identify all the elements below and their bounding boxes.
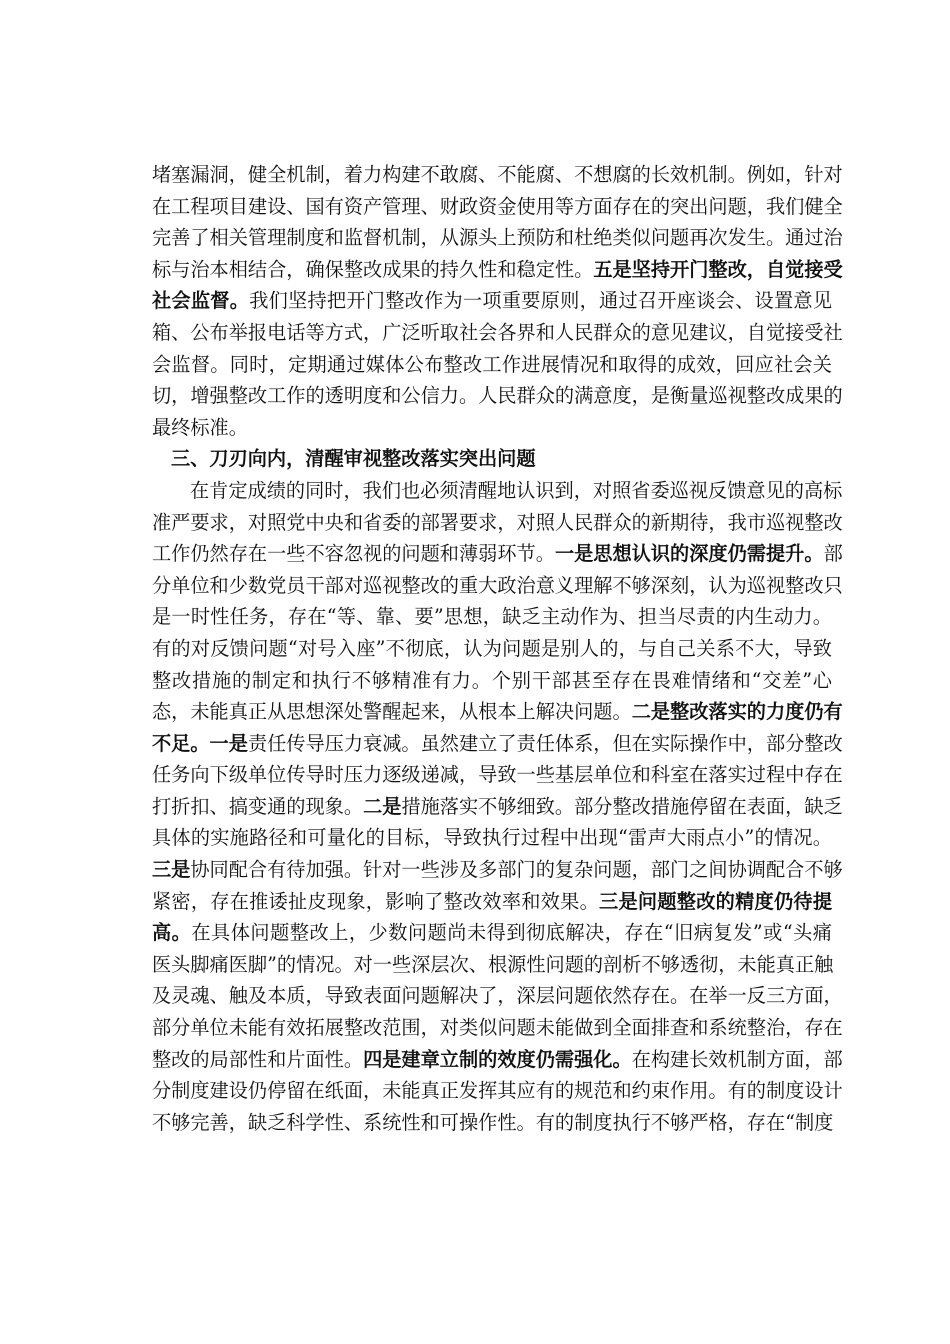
text-line bbox=[152, 349, 832, 381]
text-run: 最终标准。 bbox=[152, 415, 248, 439]
bold-run: 四是建章立制的效度仍需强化。 bbox=[363, 1047, 632, 1071]
text-run: 态，未能真正从思想深处警醒起来，从根本上解决问题。 bbox=[152, 700, 632, 724]
text-run: 切，增强整改工作的透明度和公信力。人民群众的满意度，是衡量巡视整改成果的 bbox=[152, 384, 843, 408]
text-run: 准严要求，对照党中央和省委的部署要求，对照人民群众的新期待，我市巡视整改 bbox=[152, 510, 843, 534]
text-line bbox=[152, 191, 843, 223]
text-run: 在工程项目建设、国有资产管理、财政资金使用等方面存在的突出问题，我们健全 bbox=[152, 194, 843, 218]
bold-run: 二是 bbox=[363, 794, 402, 818]
text-run: 协同配合有待加强。针对一些涉及多部门的复杂问题，部门之间协调配合不够 bbox=[190, 858, 843, 882]
text-run: 在具体问题整改上，少数问题尚未得到彻底解决，存在“旧病复发”或“头痛 bbox=[191, 921, 832, 945]
text-run: 部分单位未能有效拓展整改范围，对类似问题未能做到全面排查和系统整治，存在 bbox=[152, 1016, 843, 1040]
text-line bbox=[152, 854, 843, 886]
text-line bbox=[152, 822, 832, 854]
bold-run: 五是坚持开门整改，自觉接受 bbox=[593, 257, 843, 281]
text-run: 及灵魂、触及本质，导致表面问题解决了，深层问题依然存在。在举一反三方面， bbox=[152, 984, 843, 1008]
text-line bbox=[152, 728, 843, 760]
text-line bbox=[152, 507, 843, 539]
text-run: 部 bbox=[823, 542, 843, 566]
bold-run: 三是 bbox=[152, 858, 191, 882]
text-line bbox=[152, 886, 832, 918]
text-line bbox=[152, 1044, 843, 1076]
bold-run: 三是问题整改的精度仍待提 bbox=[599, 889, 833, 913]
text-run: 是一时性任务，存在“等、靠、要”思想，缺乏主动作为、担当尽责的内生动力。 bbox=[152, 605, 832, 629]
text-run: 堵塞漏洞，健全机制，着力构建不敢腐、不能腐、不想腐的长效机制。例如，针对 bbox=[152, 163, 843, 186]
section-heading bbox=[152, 443, 832, 475]
text-line bbox=[152, 601, 832, 633]
text-run: 分单位和少数党员干部对巡视整改的重大政治意义理解不够深刻，认为巡视整改只 bbox=[152, 573, 843, 597]
body-text bbox=[152, 159, 843, 1138]
text-run: 整改的局部性和片面性。 bbox=[152, 1047, 364, 1071]
text-line bbox=[152, 633, 832, 665]
text-line bbox=[152, 917, 832, 949]
text-run: 打折扣、搞变通的现象。 bbox=[152, 794, 364, 818]
text-line bbox=[152, 949, 832, 981]
text-run: 措施落实不够细致。部分整改措施停留在表面，缺乏 bbox=[401, 794, 843, 818]
text-run: 在构建长效机制方面，部 bbox=[631, 1047, 843, 1071]
bold-run: 一是思想认识的深度仍需提升。 bbox=[554, 542, 824, 566]
text-line bbox=[152, 222, 843, 254]
bold-run: 社会监督。 bbox=[152, 289, 250, 313]
text-run: 三、刀刃向内，清醒审视整改落实突出问题 bbox=[171, 447, 536, 471]
text-line bbox=[152, 317, 843, 349]
text-line bbox=[152, 159, 843, 191]
text-run: 分制度建设仍停留在纸面，未能真正发挥其应有的规范和约束作用。有的制度设计 bbox=[152, 1079, 843, 1103]
text-line bbox=[152, 412, 832, 444]
text-run: 医头脚痛医脚”的情况。对一些深层次、根源性问题的剖析不够透彻，未能真正触 bbox=[152, 952, 834, 976]
text-line bbox=[152, 254, 843, 286]
text-line bbox=[152, 980, 843, 1012]
text-run: 我们坚持把开门整改作为一项重要原则，通过召开座谈会、设置意见 bbox=[249, 289, 833, 313]
text-line bbox=[152, 791, 843, 823]
text-run: 箱、公布举报电话等方式，广泛听取社会各界和人民群众的意见建议，自觉接受社 bbox=[152, 320, 843, 344]
text-line bbox=[152, 475, 843, 507]
text-run: 紧密，存在推诿扯皮现象，影响了整改效率和效果。 bbox=[152, 889, 600, 913]
bold-run: 不足。一是 bbox=[152, 731, 248, 755]
text-run: 在肯定成绩的同时，我们也必须清醒地认识到，对照省委巡视反馈意见的高标 bbox=[190, 478, 843, 502]
text-line bbox=[152, 1075, 843, 1107]
text-run: 整改措施的制定和执行不够精准有力。个别干部甚至存在畏难情绪和“交差”心 bbox=[152, 668, 832, 692]
text-line bbox=[152, 696, 843, 728]
text-line bbox=[152, 665, 832, 697]
text-run: 工作仍然存在一些不容忽视的问题和薄弱环节。 bbox=[152, 542, 555, 566]
text-line bbox=[152, 380, 843, 412]
text-run: 有的对反馈问题“对号入座”不彻底，认为问题是别人的，与自己关系不大，导致 bbox=[152, 636, 832, 660]
text-run: 不够完善，缺乏科学性、系统性和可操作性。有的制度执行不够严格，存在“制度 bbox=[152, 1110, 834, 1134]
text-line bbox=[152, 1012, 843, 1044]
text-run: 任务向下级单位传导时压力逐级递减，导致一些基层单位和科室在落实过程中存在 bbox=[152, 763, 843, 787]
text-line bbox=[152, 538, 843, 570]
text-line bbox=[152, 759, 843, 791]
bold-run: 二是整改落实的力度仍有 bbox=[631, 700, 843, 724]
text-run: 责任传导压力衰减。虽然建立了责任体系，但在实际操作中，部分整改 bbox=[247, 731, 843, 755]
text-run: 会监督。同时，定期通过媒体公布整改工作进展情况和取得的成效，回应社会关 bbox=[152, 352, 832, 376]
text-run: 标与治本相结合，确保整改成果的持久性和稳定性。 bbox=[152, 257, 594, 281]
text-line bbox=[152, 285, 832, 317]
text-line bbox=[152, 1107, 832, 1139]
text-line bbox=[152, 570, 843, 602]
text-run: 完善了相关管理制度和监督机制，从源头上预防和杜绝类似问题再次发生。通过治 bbox=[152, 226, 843, 250]
text-run: 具体的实施路径和可量化的目标，导致执行过程中出现“雷声大雨点小”的情况。 bbox=[152, 826, 832, 850]
bold-run: 高。 bbox=[152, 921, 192, 945]
